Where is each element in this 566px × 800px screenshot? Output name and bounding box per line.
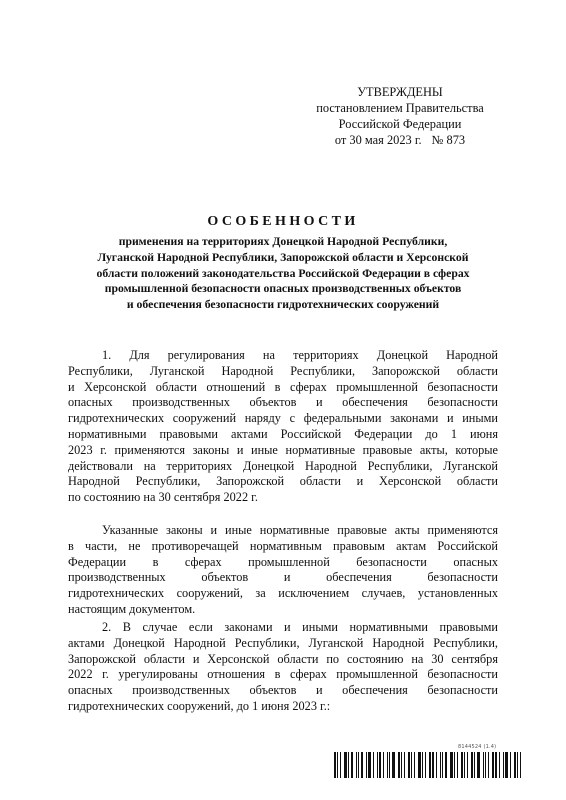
paragraph-line: по состоянию на 30 сентября 2022 г. <box>68 490 258 505</box>
barcode-bar <box>517 752 518 778</box>
barcode-bar <box>442 752 443 778</box>
paragraph-line: 1. Для регулирования на территориях Донецкой Народной <box>102 348 498 362</box>
barcode-bar <box>377 752 378 778</box>
paragraph-line: 2023 г. применяются законы и иные нормативные правовые акты, которые <box>68 442 498 457</box>
barcode-bar <box>358 752 359 778</box>
subtitle-line: Луганской Народной Республики, Запорожской области и Херсонской <box>97 250 469 264</box>
barcode-bar <box>398 752 400 778</box>
subtitle-line: и обеспечения безопасности гидротехнических сооружений <box>126 298 440 312</box>
barcode-bar <box>383 752 384 778</box>
paragraph-line: опасных производственных объектов и обеспечения безопасности <box>68 395 498 410</box>
paragraph-line: гидротехнических сооружений, за исключением случаев, установленных <box>68 586 498 601</box>
barcode-bar <box>418 752 421 778</box>
barcode-bar <box>503 752 504 778</box>
barcode-bar <box>488 752 489 778</box>
barcode-bar <box>454 752 455 778</box>
barcode-bar <box>334 752 336 778</box>
document-title: ОСОБЕННОСТИ <box>207 214 359 229</box>
barcode-bar <box>401 752 402 778</box>
paragraph-line: Республики, Луганской Народной Республики, Запорожской области <box>68 363 498 378</box>
barcode-bar <box>432 752 434 778</box>
paragraph-line: гидротехнических сооружений наряду с федеральными законами и иными <box>68 411 498 426</box>
paragraph-3 <box>68 620 498 715</box>
barcode-bar <box>404 752 405 778</box>
barcode-bar <box>474 752 475 778</box>
barcode-bar <box>425 752 426 778</box>
barcode-bar <box>340 752 341 778</box>
barcode-bar <box>361 752 363 778</box>
barcode-bar <box>373 752 374 778</box>
paragraph-line: Федерации в сферах промышленной безопасности опасных <box>68 554 498 569</box>
subtitle-line: области положений законодательства Российской Федерации в сферах <box>96 266 470 280</box>
barcode-bar <box>408 752 410 778</box>
barcode-bar <box>485 752 486 778</box>
barcode-bar <box>483 752 484 778</box>
barcode-bar <box>471 752 473 778</box>
barcode-bar <box>450 752 453 778</box>
paragraph-line: нормативными правовыми актами Российской Федерации до 1 июня <box>68 426 498 441</box>
barcode-bar <box>457 752 458 778</box>
barcode-bar <box>477 752 480 778</box>
barcode-bar <box>429 752 431 778</box>
barcode-bar <box>505 752 508 778</box>
approval-number: № 873 <box>431 133 466 147</box>
subtitle-line: промышленной безопасности опасных производственных объектов <box>104 282 462 296</box>
paragraph-line: и Херсонской области отношений в сферах промышленной безопасности <box>68 379 498 394</box>
barcode-bar <box>411 752 412 778</box>
barcode-bar <box>467 752 468 778</box>
barcode-bar <box>392 752 395 778</box>
approval-government: Российской Федерации <box>338 117 462 131</box>
barcode-bar <box>461 752 463 778</box>
paragraph-line: в части, не противоречащей нормативным правовым актам Российской <box>68 538 498 553</box>
paragraph-line: действовали на территориях Донецкой Народной Республики, Луганской <box>68 458 498 473</box>
barcode-bar <box>389 752 390 778</box>
paragraph-line: 2022 г. урегулированы отношения в сферах промышленной безопасности <box>68 667 498 682</box>
barcode-bar <box>436 752 437 778</box>
paragraph-line: 2. В случае если законами и иными нормативными правовыми <box>102 620 498 634</box>
approval-date: от 30 мая 2023 г. <box>334 133 422 147</box>
barcode-bar <box>510 752 511 778</box>
barcode-bar <box>464 752 465 778</box>
paragraph-line: Указанные законы и иные нормативные правовые акты применяются <box>102 523 498 537</box>
paragraph-line: актами Донецкой Народной Республики, Луганской Народной Республики, <box>68 635 498 650</box>
barcode-bar <box>348 752 349 778</box>
paragraph-line: производственных объектов и обеспечения безопасности <box>68 570 498 585</box>
barcode-bar <box>422 752 423 778</box>
barcode-bar <box>368 752 371 778</box>
barcode-bar <box>499 752 500 778</box>
paragraph-line: Народной Республики, Запорожской области и Херсонской области <box>68 474 498 489</box>
barcode-bar <box>514 752 516 778</box>
approval-heading: УТВЕРЖДЕНЫ <box>357 85 443 99</box>
barcode-bar <box>445 752 447 778</box>
document-subtitle <box>60 234 506 313</box>
barcode-bar <box>492 752 494 778</box>
approval-by: постановлением Правительства <box>316 101 484 115</box>
barcode-bar <box>495 752 497 778</box>
barcode-bar <box>356 752 357 778</box>
paragraph-line: опасных производственных объектов и обеспечения безопасности <box>68 683 498 698</box>
barcode-bar <box>337 752 338 778</box>
subtitle-line: применения на территориях Донецкой Народной Республики, <box>118 235 448 248</box>
approval-date-number <box>300 132 500 148</box>
barcode-icon <box>334 752 526 778</box>
barcode-bar <box>520 752 521 778</box>
approval-stamp <box>300 84 500 148</box>
paragraph-1 <box>68 348 498 506</box>
barcode-bar <box>379 752 381 778</box>
paragraph-line: гидротехнических сооружений, до 1 июня 2023 г.: <box>68 698 331 713</box>
document-id: 8144524 (1.4) <box>458 744 497 750</box>
barcode-bar <box>351 752 353 778</box>
barcode-bar <box>344 752 347 778</box>
paragraph-2 <box>68 523 498 618</box>
barcode-bar <box>440 752 441 778</box>
barcode-bar <box>414 752 415 778</box>
paragraph-line: Запорожской области и Херсонской области по состоянию на 30 сентября <box>68 651 498 666</box>
barcode-bar <box>387 752 388 778</box>
paragraph-line: настоящим документом. <box>68 601 196 616</box>
barcode-bar <box>366 752 367 778</box>
